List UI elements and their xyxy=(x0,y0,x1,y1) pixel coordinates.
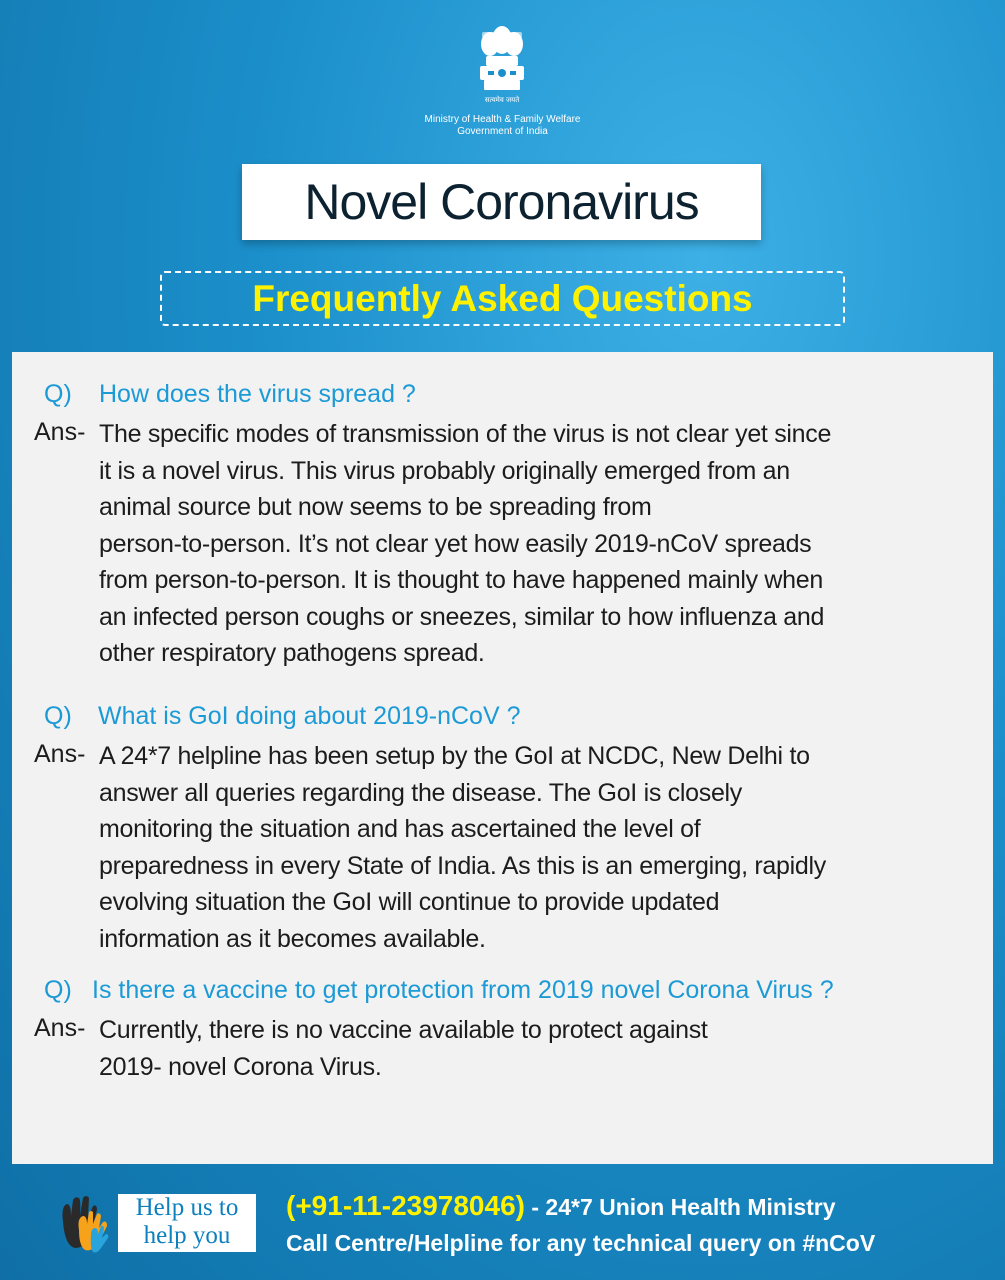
answer-line: information as it becomes available. xyxy=(99,924,486,953)
answer-line: other respiratory pathogens spread. xyxy=(99,639,485,667)
answer-marker: Ans- xyxy=(34,418,86,446)
answer-line: Currently, there is no vaccine available to protect against xyxy=(99,1016,708,1044)
page-title: Novel Coronavirus xyxy=(304,174,699,230)
answer-line: monitoring the situation and has ascertained the level of xyxy=(99,815,701,843)
helpline-row xyxy=(286,1190,836,1222)
answer-line: animal source but now seems to be spreading from xyxy=(99,493,652,521)
title-box xyxy=(242,164,761,240)
answer-line: answer all queries regarding the disease. The GoI is closely xyxy=(99,778,742,807)
page-subtitle: Frequently Asked Questions xyxy=(252,277,753,319)
subtitle-box xyxy=(160,271,845,326)
answer-line: preparedness in every State of India. As this is an emerging, rapidly xyxy=(99,851,826,880)
footer xyxy=(0,1164,1005,1280)
answer-line: 2019- novel Corona Virus. xyxy=(99,1052,382,1081)
question-marker: Q) xyxy=(44,702,72,730)
help-line-1: Help us to xyxy=(135,1194,239,1221)
answer-line: from person-to-person. It is thought to have happened mainly when xyxy=(99,566,823,594)
ministry-line-2: Government of India xyxy=(457,126,548,137)
national-emblem-icon xyxy=(474,22,530,108)
answer-text xyxy=(99,416,984,672)
helping-hands-icon xyxy=(55,1192,119,1256)
answer-text xyxy=(99,738,984,957)
question-marker: Q) xyxy=(44,380,72,408)
question-text: What is GoI doing about 2019-nCoV ? xyxy=(98,702,521,730)
ministry-line-1: Ministry of Health & Family Welfare xyxy=(424,114,581,125)
answer-line: person-to-person. It’s not clear yet how easily 2019-nCoV spreads xyxy=(99,529,812,558)
helpline-description: - 24*7 Union Health Ministry xyxy=(524,1194,836,1220)
faq-panel xyxy=(12,352,993,1164)
answer-marker: Ans- xyxy=(34,740,86,768)
help-us-badge xyxy=(118,1194,256,1252)
question-text: Is there a vaccine to get protection from 2019 novel Corona Virus ? xyxy=(92,976,834,1004)
answer-line: A 24*7 helpline has been setup by the GoI at NCDC, New Delhi to xyxy=(99,742,810,770)
emblem-motto: सत्यमेव जयते xyxy=(484,96,520,104)
answer-line: The specific modes of transmission of the virus is not clear yet since xyxy=(99,420,832,448)
question-marker: Q) xyxy=(44,976,72,1004)
callcentre-text: Call Centre/Helpline for any technical query on #nCoV xyxy=(286,1230,876,1256)
answer-text xyxy=(99,1012,984,1085)
answer-line: evolving situation the GoI will continue to provide updated xyxy=(99,888,720,916)
answer-line: an infected person coughs or sneezes, similar to how influenza and xyxy=(99,602,825,631)
answer-marker: Ans- xyxy=(34,1014,86,1042)
helpline-number[interactable]: (+91-11-23978046) xyxy=(286,1190,525,1221)
ministry-name xyxy=(0,114,1005,138)
answer-line: it is a novel virus. This virus probably originally emerged from an xyxy=(99,456,790,485)
question-text: How does the virus spread ? xyxy=(99,380,416,408)
header xyxy=(0,0,1005,352)
help-line-2: help you xyxy=(143,1222,231,1249)
